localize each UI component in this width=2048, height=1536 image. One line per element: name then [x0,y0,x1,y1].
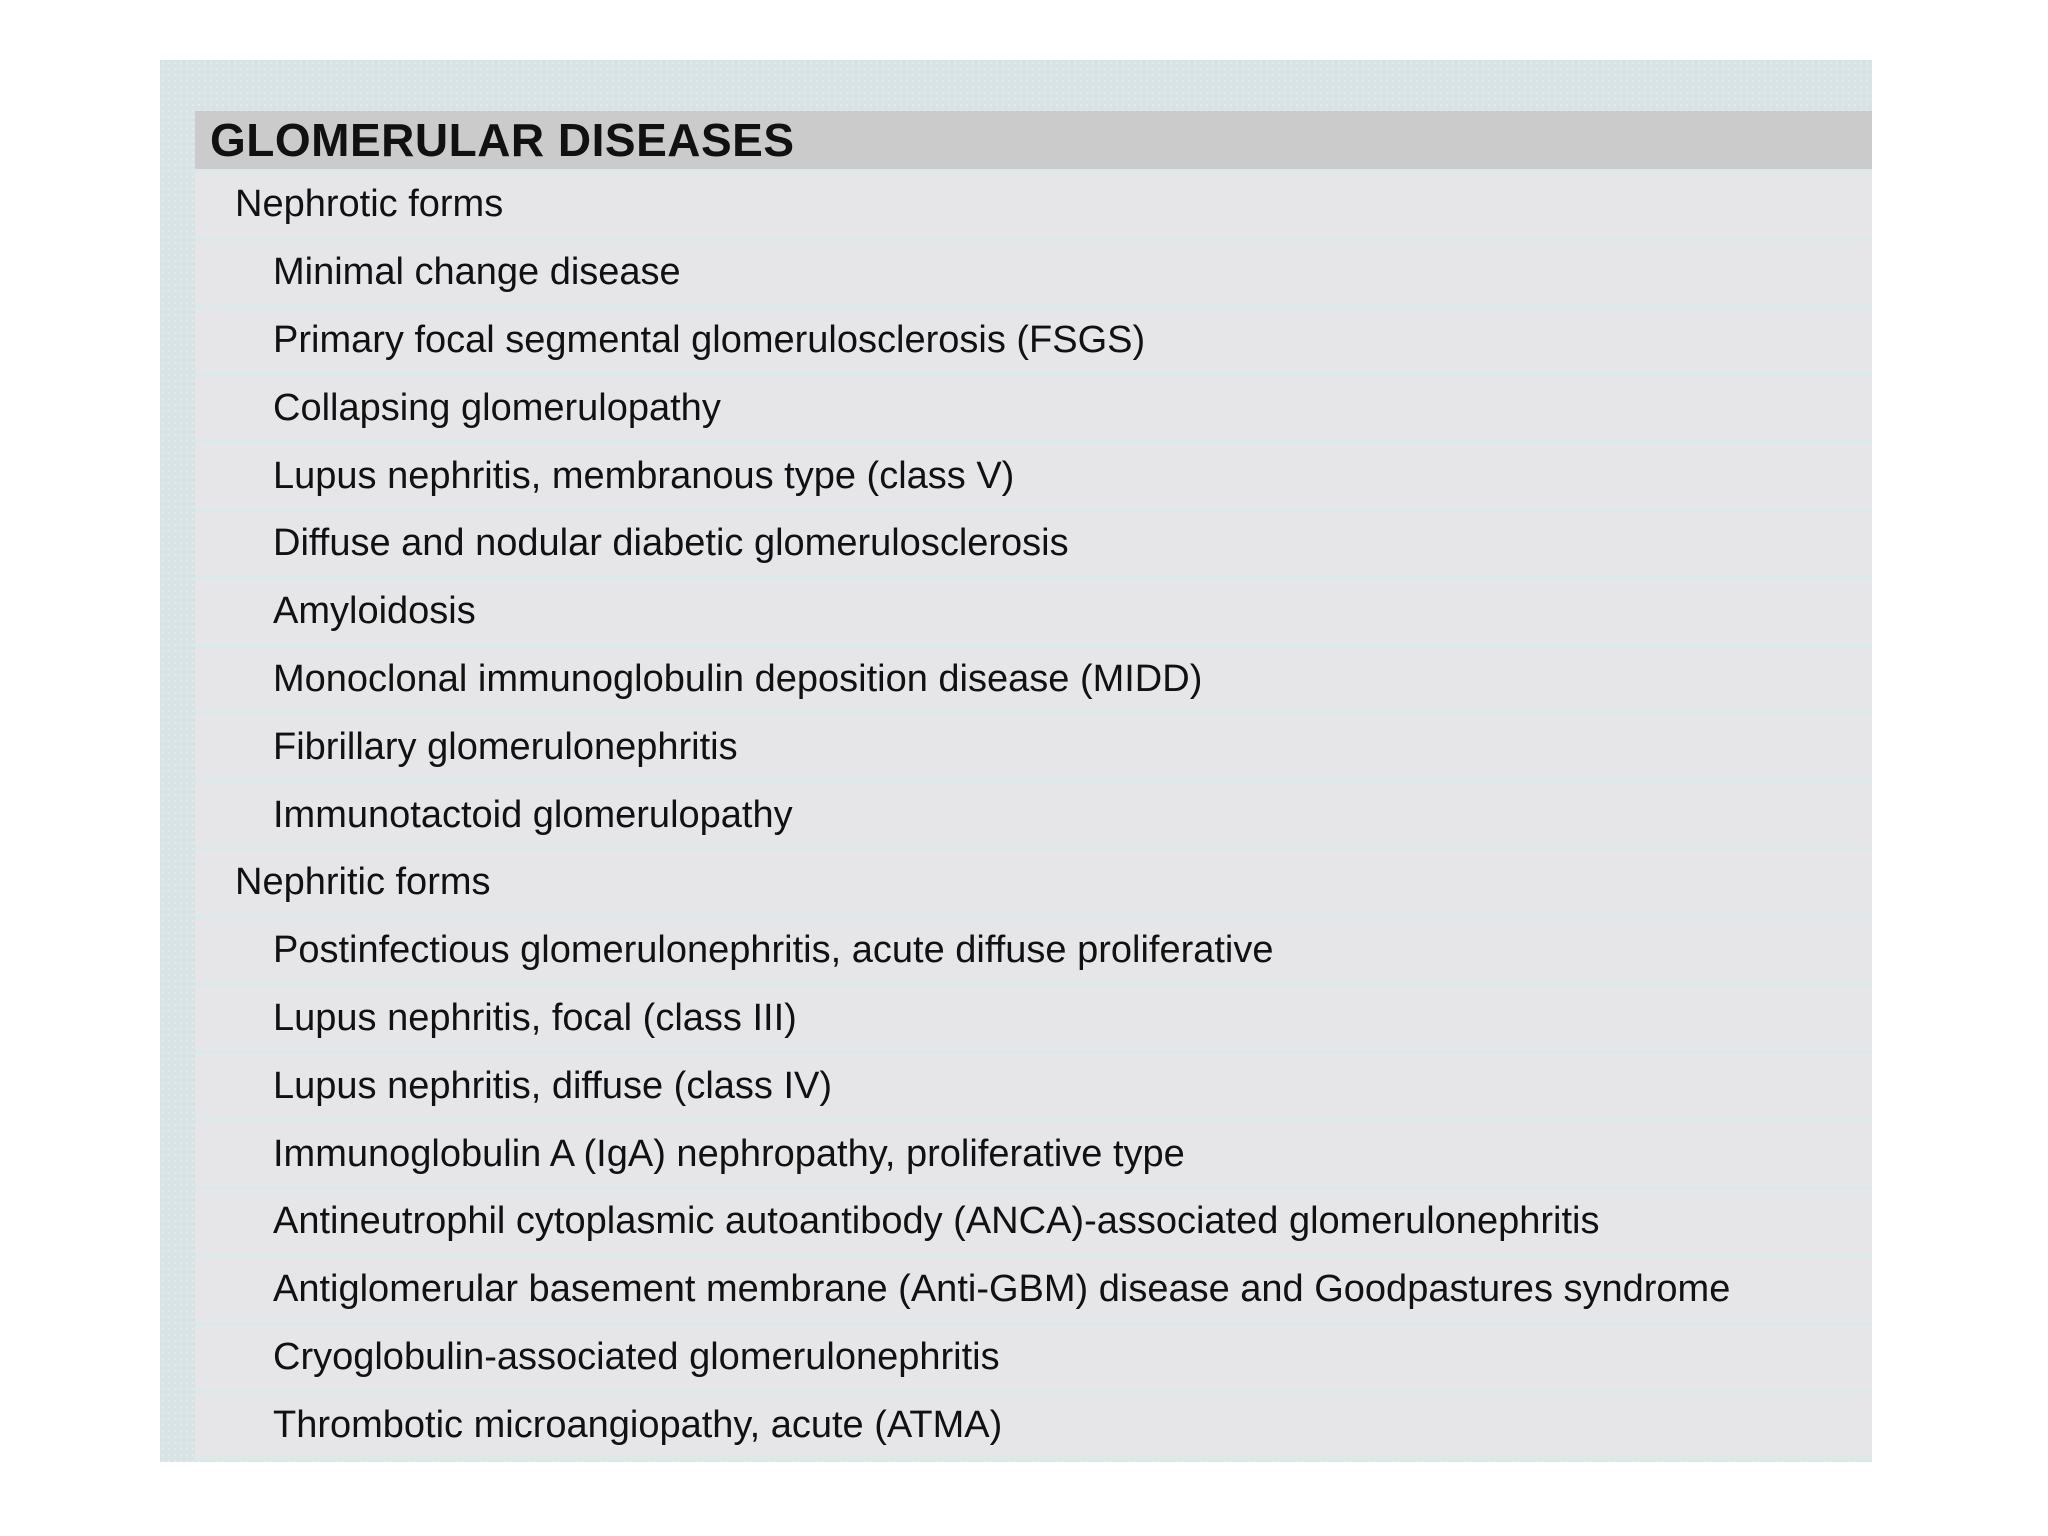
list-item: Lupus nephritis, focal (class III) [195,987,1872,1055]
list-item: Immunotactoid glomerulopathy [195,783,1872,851]
list-item: Primary focal segmental glomerulosclerosis (FSGS) [195,309,1872,377]
table-title-row [195,111,1872,173]
list-item: Postinfectious glomerulonephritis, acute diffuse proliferative [195,919,1872,987]
list-item: Immunoglobulin A (IgA) nephropathy, proliferative type [195,1122,1872,1190]
list-item: Antiglomerular basement membrane (Anti-GBM) disease and Goodpastures syndrome [195,1258,1872,1326]
list-item: Lupus nephritis, diffuse (class IV) [195,1054,1872,1122]
list-item: Amyloidosis [195,580,1872,648]
list-item: Minimal change disease [195,241,1872,309]
list-item: Diffuse and nodular diabetic glomerulosclerosis [195,512,1872,580]
document-panel [160,60,1872,1462]
section-heading-nephrotic: Nephrotic forms [195,173,1872,241]
list-item: Lupus nephritis, membranous type (class V) [195,444,1872,512]
section-heading-nephritic: Nephritic forms [195,851,1872,919]
table-title: GLOMERULAR DISEASES [210,114,795,166]
list-item: Monoclonal immunoglobulin deposition disease (MIDD) [195,648,1872,716]
list-item: Cryoglobulin-associated glomerulonephritis [195,1326,1872,1394]
list-item: Thrombotic microangiopathy, acute (ATMA) [195,1393,1872,1461]
disease-table [195,111,1872,1461]
list-item: Fibrillary glomerulonephritis [195,715,1872,783]
list-item: Collapsing glomerulopathy [195,376,1872,444]
list-item: Antineutrophil cytoplasmic autoantibody (ANCA)-associated glomerulonephritis [195,1190,1872,1258]
